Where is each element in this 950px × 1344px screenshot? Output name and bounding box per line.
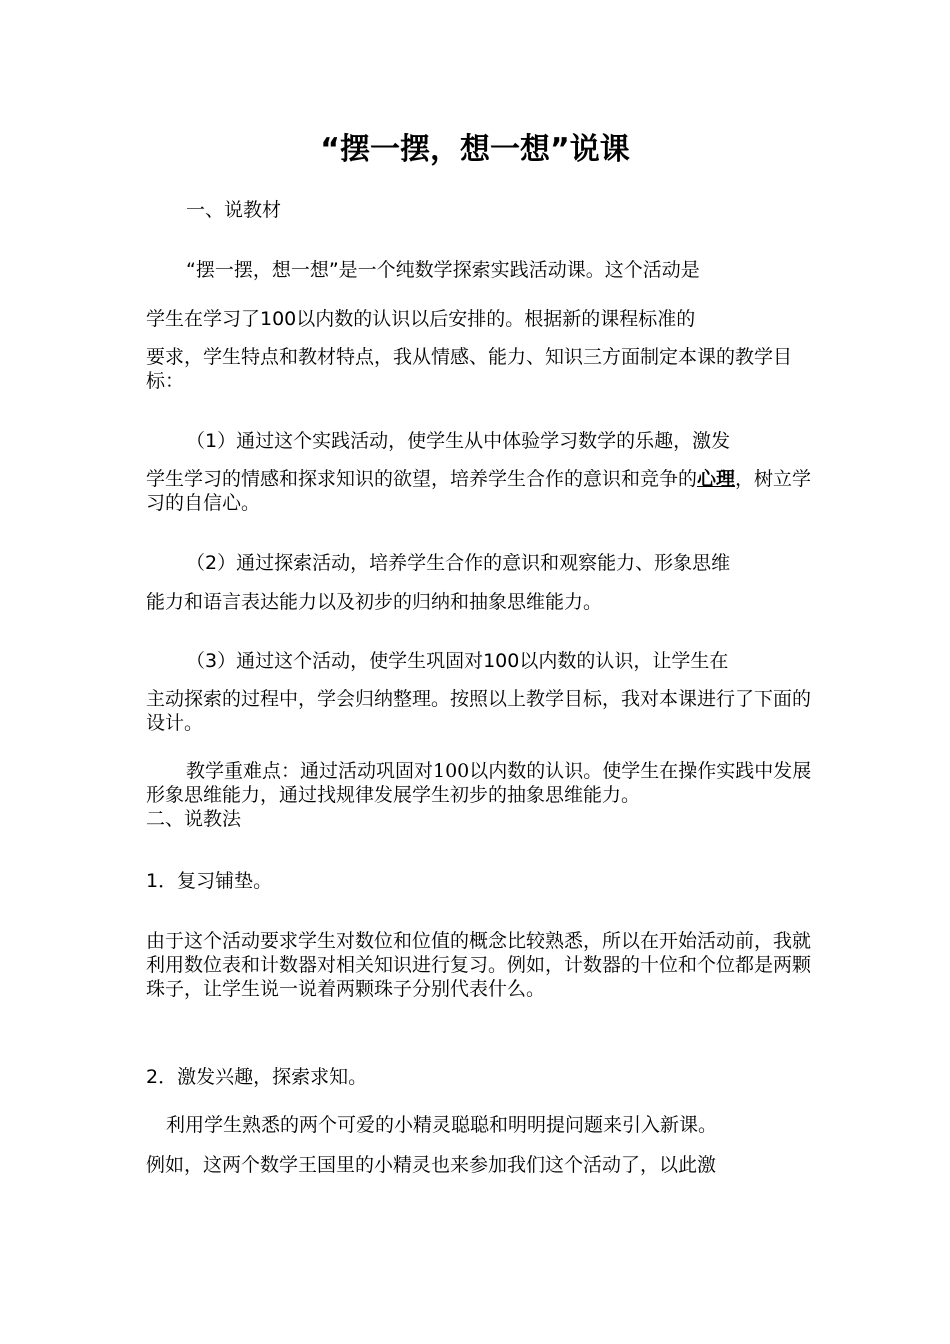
goal-1-line-1: （1）通过这个实践活动，使学生从中体验学习数学的乐趣，激发 [186, 430, 731, 452]
step-2-line-2: 例如，这两个数学王国里的小精灵也来参加我们这个活动了，以此激 [146, 1154, 717, 1176]
goal-1-rest [146, 467, 816, 515]
goal-2-line-2: 能力和语言表达能力以及初步的归纳和抽象思维能力。 [146, 591, 603, 613]
document-title: “摆一摆，想一想”说课 [320, 132, 630, 167]
goal-1-text-after: ，树立学习的自信心。 [146, 468, 812, 514]
step-1-body: 由于这个活动要求学生对数位和位值的概念比较熟悉，所以在开始活动前，我就利用数位表和计数器对相关知识进行复习。例如，计数器的十位和个位都是两颗珠子，让学生说一说着两颗珠子分别代表什么。 [146, 930, 812, 1000]
step-1-heading: 1．复习铺垫。 [146, 870, 273, 892]
goal-2-line-1: （2）通过探索活动，培养学生合作的意识和观察能力、形象思维 [186, 552, 731, 574]
step-2-line-1: 利用学生熟悉的两个可爱的小精灵聪聪和明明提问题来引入新课。 [166, 1114, 718, 1136]
key-points: 教学重难点：通过活动巩固对100以内数的认识。使学生在操作实践中发展形象思维能力，通过找规律发展学生初步的抽象思维能力。 [146, 760, 812, 806]
goal-3-line-2: 主动探索的过程中，学会归纳整理。按照以上教学目标，我对本课进行了下面的设计。 [146, 688, 812, 734]
section-heading-method: 二、说教法 [146, 808, 242, 830]
section-heading-textbook: 一、说教材 [186, 199, 282, 221]
intro-line-1: “摆一摆，想一想”是一个纯数学探索实践活动课。这个活动是 [186, 259, 700, 281]
intro-line-3: 要求，学生特点和教材特点，我从情感、能力、知识三方面制定本课的教学目标： [146, 346, 793, 392]
underlined-word: 心理 [697, 468, 736, 490]
intro-line-2: 学生在学习了100以内数的认识以后安排的。根据新的课程标准的 [146, 308, 696, 330]
goal-3-line-1: （3）通过这个活动，使学生巩固对100以内数的认识，让学生在 [186, 650, 729, 672]
goal-1-text-before: 学生学习的情感和探求知识的欲望，培养学生合作的意识和竞争的 [146, 468, 698, 490]
step-2-heading: 2．激发兴趣，探索求知。 [146, 1066, 368, 1088]
